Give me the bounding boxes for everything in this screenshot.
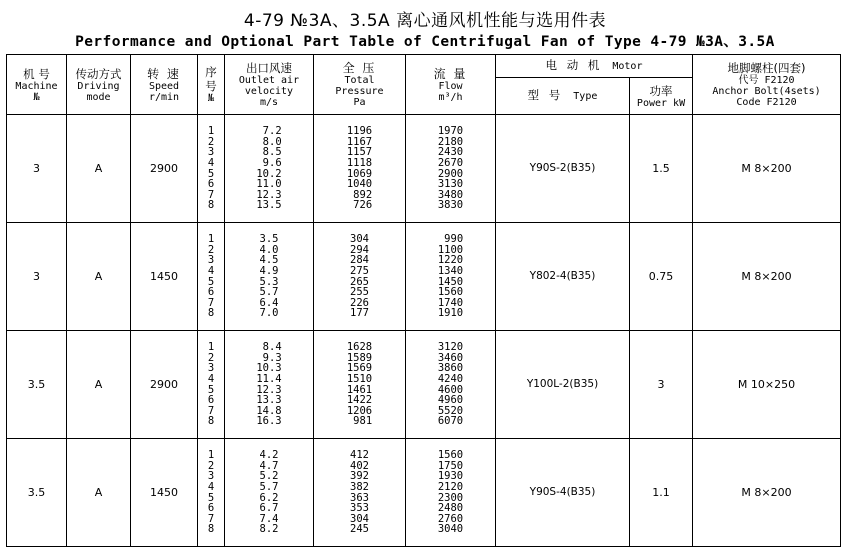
- cell-seq-list-value: 8: [207, 415, 215, 428]
- cell-flow-list: [406, 439, 496, 547]
- cell-velocity-list-value: 7.0: [259, 307, 279, 320]
- cell-speed: 1450: [131, 439, 198, 547]
- cell-anchor-bolt: M 8×200: [693, 223, 841, 331]
- cell-pressure-list-value: 255: [350, 286, 369, 299]
- cell-seq-list: [198, 115, 225, 223]
- cell-flow-list-value: 1740: [437, 296, 464, 309]
- cell-seq-list-value: 6: [207, 178, 215, 191]
- cell-pressure-list: [314, 331, 406, 439]
- cell-seq-list-value: 1: [207, 125, 215, 138]
- cell-pressure-list-value: 1069: [346, 167, 373, 180]
- cell-flow-list-value: 1450: [437, 275, 464, 288]
- cell-velocity-list-value: 3.5: [259, 233, 279, 246]
- cell-seq-list-value: 7: [207, 512, 215, 525]
- cell-velocity-list: [225, 115, 314, 223]
- header-row-1: [7, 55, 841, 78]
- cell-pressure-list-value: 1206: [346, 404, 373, 417]
- table-row: [7, 331, 841, 439]
- cell-flow-list-value: 3860: [437, 362, 464, 375]
- cell-seq-list-value: 1: [207, 449, 215, 462]
- cell-seq-list-value: 5: [207, 275, 215, 288]
- cell-seq-list-value: 4: [207, 156, 215, 169]
- cell-flow-list-value: 3120: [437, 341, 464, 354]
- cell-velocity-list-value: 4.7: [259, 459, 279, 472]
- cell-seq-list: [198, 223, 225, 331]
- cell-motor-power: 1.5: [630, 115, 693, 223]
- cell-velocity-list-value: 5.7: [259, 480, 279, 493]
- table-row: [7, 115, 841, 223]
- cell-velocity-list-value: 11.4: [256, 372, 282, 385]
- header-driving-mode: 传动方式 Driving mode: [67, 55, 131, 115]
- cell-velocity-list-value: 7.4: [259, 512, 279, 525]
- cell-anchor-bolt: M 8×200: [693, 439, 841, 547]
- cell-motor-type: Y802-4(B35): [496, 223, 630, 331]
- header-outlet-velocity: 出口风速 Outlet air velocity m/s: [225, 55, 314, 115]
- cell-pressure-list-value: 1589: [346, 351, 373, 364]
- cell-driving-mode: A: [67, 331, 131, 439]
- cell-velocity-list-value: 5.2: [259, 470, 279, 483]
- page-title-english: Performance and Optional Part Table of Centrifugal Fan of Type 4-79 №3A、3.5A: [75, 34, 775, 50]
- cell-seq-list-value: 3: [207, 254, 215, 267]
- cell-seq-list-value: 6: [207, 502, 215, 515]
- cell-seq-list-value: 8: [207, 523, 215, 536]
- cell-pressure-list-value: 294: [350, 243, 369, 256]
- table-row: [7, 223, 841, 331]
- cell-flow-list-value: 2670: [437, 156, 464, 169]
- cell-pressure-list-value: 265: [350, 275, 369, 288]
- cell-seq-list-value: 6: [207, 394, 215, 407]
- cell-seq-list-value: 6: [207, 286, 215, 299]
- cell-speed: 2900: [131, 115, 198, 223]
- cell-velocity-list-value: 13.3: [256, 394, 282, 407]
- cell-flow-list-value: 4240: [437, 372, 464, 385]
- cell-flow-list-value: 1560: [437, 449, 464, 462]
- cell-flow-list-value: 3830: [437, 199, 464, 212]
- cell-flow-list-value: 6070: [437, 415, 464, 428]
- cell-velocity-list-value: 5.3: [259, 275, 279, 288]
- cell-seq-list-value: 7: [207, 188, 215, 201]
- cell-motor-power: 0.75: [630, 223, 693, 331]
- cell-speed: 2900: [131, 331, 198, 439]
- cell-flow-list-value: 2300: [437, 491, 464, 504]
- cell-pressure-list-value: 1167: [346, 135, 373, 148]
- cell-pressure-list-value: 284: [350, 254, 369, 267]
- cell-velocity-list-value: 12.3: [256, 383, 282, 396]
- cell-seq-list-value: 2: [207, 459, 215, 472]
- cell-flow-list-value: 2430: [437, 146, 464, 159]
- cell-flow-list-value: 5520: [437, 404, 464, 417]
- header-anchor-bolt: 地脚螺柱(四套) 代号 F2120 Anchor Bolt(4sets) Code F2120: [693, 55, 841, 115]
- cell-pressure-list-value: 1157: [346, 146, 373, 159]
- header-seq-number: 序 号 №: [198, 55, 225, 115]
- cell-velocity-list: [225, 439, 314, 547]
- cell-seq-list-value: 2: [207, 243, 215, 256]
- cell-velocity-list-value: 6.2: [259, 491, 279, 504]
- cell-pressure-list-value: 275: [350, 264, 369, 277]
- cell-flow-list-value: 1750: [437, 459, 464, 472]
- cell-seq-list-value: 3: [207, 470, 215, 483]
- cell-flow-list-value: 3480: [437, 188, 464, 201]
- cell-velocity-list: [225, 331, 314, 439]
- cell-velocity-list-value: 9.3: [262, 351, 282, 364]
- cell-pressure-list-value: 1040: [346, 178, 373, 191]
- cell-flow-list-value: 1930: [437, 470, 464, 483]
- cell-speed: 1450: [131, 223, 198, 331]
- cell-pressure-list-value: 1118: [346, 156, 373, 169]
- cell-pressure-list: [314, 223, 406, 331]
- cell-flow-list-value: 1220: [437, 254, 464, 267]
- header-motor: 电 动 机 Motor: [496, 55, 693, 78]
- cell-pressure-list-value: 177: [350, 307, 369, 320]
- cell-velocity-list-value: 4.9: [259, 264, 279, 277]
- cell-pressure-list-value: 304: [350, 233, 369, 246]
- cell-velocity-list-value: 8.2: [259, 523, 279, 536]
- cell-seq-list-value: 2: [207, 351, 215, 364]
- table-row: [7, 439, 841, 547]
- cell-pressure-list-value: 726: [353, 199, 373, 212]
- page-title-chinese: 4-79 №3A、3.5A 离心通风机性能与选用件表: [243, 11, 607, 31]
- header-speed: 转 速 Speed r/min: [131, 55, 198, 115]
- cell-velocity-list-value: 4.2: [259, 449, 279, 462]
- cell-seq-list-value: 4: [207, 480, 215, 493]
- cell-pressure-list-value: 353: [350, 502, 369, 515]
- cell-velocity-list-value: 4.5: [259, 254, 279, 267]
- cell-flow-list-value: 1560: [437, 286, 464, 299]
- cell-seq-list-value: 1: [207, 233, 215, 246]
- cell-velocity-list-value: 10.2: [256, 167, 282, 180]
- cell-motor-type: Y90S-2(B35): [496, 115, 630, 223]
- cell-velocity-list-value: 8.4: [262, 341, 282, 354]
- cell-flow-list-value: 2180: [437, 135, 464, 148]
- cell-flow-list-value: 1910: [437, 307, 464, 320]
- cell-seq-list: [198, 439, 225, 547]
- cell-seq-list-value: 5: [207, 491, 215, 504]
- header-motor-type: 型 号 Type: [496, 78, 630, 115]
- cell-velocity-list-value: 13.5: [256, 199, 282, 212]
- cell-velocity-list-value: 8.0: [262, 135, 282, 148]
- cell-flow-list-value: 2120: [437, 480, 464, 493]
- cell-flow-list: [406, 331, 496, 439]
- cell-pressure-list-value: 382: [350, 480, 369, 493]
- cell-motor-power: 1.1: [630, 439, 693, 547]
- cell-motor-type: Y100L-2(B35): [496, 331, 630, 439]
- cell-pressure-list-value: 892: [353, 188, 373, 201]
- header-total-pressure: 全 压 Total Pressure Pa: [314, 55, 406, 115]
- cell-flow-list-value: 1340: [437, 264, 464, 277]
- cell-seq-list-value: 7: [207, 296, 215, 309]
- cell-motor-power: 3: [630, 331, 693, 439]
- cell-seq-list-value: 5: [207, 383, 215, 396]
- cell-seq-list-value: 3: [207, 146, 215, 159]
- cell-flow-list-value: 3460: [437, 351, 464, 364]
- cell-seq-list-value: 3: [207, 362, 215, 375]
- cell-pressure-list: [314, 439, 406, 547]
- cell-seq-list-value: 4: [207, 264, 215, 277]
- cell-seq-list-value: 7: [207, 404, 215, 417]
- cell-pressure-list-value: 226: [350, 296, 369, 309]
- cell-pressure-list-value: 304: [350, 512, 369, 525]
- header-motor-power: 功率 Power kW: [630, 78, 693, 115]
- cell-pressure-list-value: 363: [350, 491, 369, 504]
- cell-velocity-list-value: 16.3: [256, 415, 282, 428]
- cell-seq-list-value: 8: [207, 199, 215, 212]
- cell-motor-type: Y90S-4(B35): [496, 439, 630, 547]
- cell-flow-list: [406, 223, 496, 331]
- cell-velocity-list-value: 4.0: [259, 243, 279, 256]
- cell-pressure-list-value: 1569: [346, 362, 373, 375]
- cell-velocity-list-value: 5.7: [259, 286, 279, 299]
- cell-velocity-list-value: 8.5: [262, 146, 282, 159]
- cell-flow-list-value: 990: [444, 233, 464, 246]
- cell-pressure-list-value: 392: [350, 470, 369, 483]
- cell-flow-list-value: 1970: [437, 125, 464, 138]
- cell-machine: 3: [7, 115, 67, 223]
- cell-driving-mode: A: [67, 439, 131, 547]
- cell-seq-list-value: 5: [207, 167, 215, 180]
- performance-table: [6, 54, 841, 547]
- cell-flow-list-value: 2900: [437, 167, 464, 180]
- cell-pressure-list-value: 245: [350, 523, 369, 536]
- cell-pressure-list-value: 1422: [346, 394, 373, 407]
- cell-seq-list-value: 4: [207, 372, 215, 385]
- cell-seq-list-value: 2: [207, 135, 215, 148]
- cell-flow-list-value: 3130: [437, 178, 464, 191]
- cell-flow-list: [406, 115, 496, 223]
- cell-flow-list-value: 2760: [437, 512, 464, 525]
- cell-pressure-list-value: 412: [350, 449, 369, 462]
- cell-velocity-list-value: 11.0: [256, 178, 282, 191]
- cell-pressure-list-value: 1628: [346, 341, 373, 354]
- cell-driving-mode: A: [67, 223, 131, 331]
- cell-driving-mode: A: [67, 115, 131, 223]
- cell-machine: 3: [7, 223, 67, 331]
- cell-pressure-list-value: 1510: [346, 372, 373, 385]
- header-machine: 机 号 Machine №: [7, 55, 67, 115]
- cell-flow-list-value: 1100: [437, 243, 464, 256]
- cell-seq-list-value: 8: [207, 307, 215, 320]
- cell-flow-list-value: 4600: [437, 383, 464, 396]
- cell-velocity-list-value: 12.3: [256, 188, 282, 201]
- cell-velocity-list-value: 6.4: [259, 296, 279, 309]
- cell-flow-list-value: 4960: [437, 394, 464, 407]
- cell-machine: 3.5: [7, 439, 67, 547]
- cell-velocity-list-value: 9.6: [262, 156, 282, 169]
- cell-pressure-list-value: 1196: [346, 125, 373, 138]
- cell-pressure-list: [314, 115, 406, 223]
- cell-velocity-list-value: 14.8: [256, 404, 282, 417]
- cell-machine: 3.5: [7, 331, 67, 439]
- cell-anchor-bolt: M 10×250: [693, 331, 841, 439]
- cell-seq-list: [198, 331, 225, 439]
- cell-pressure-list-value: 402: [350, 459, 369, 472]
- header-flow: 流 量 Flow m³/h: [406, 55, 496, 115]
- cell-velocity-list-value: 10.3: [256, 362, 282, 375]
- cell-pressure-list-value: 1461: [346, 383, 373, 396]
- cell-flow-list-value: 2480: [437, 502, 464, 515]
- cell-pressure-list-value: 981: [353, 415, 373, 428]
- cell-flow-list-value: 3040: [437, 523, 464, 536]
- cell-velocity-list: [225, 223, 314, 331]
- cell-anchor-bolt: M 8×200: [693, 115, 841, 223]
- cell-velocity-list-value: 7.2: [262, 125, 282, 138]
- cell-seq-list-value: 1: [207, 341, 215, 354]
- cell-velocity-list-value: 6.7: [259, 502, 279, 515]
